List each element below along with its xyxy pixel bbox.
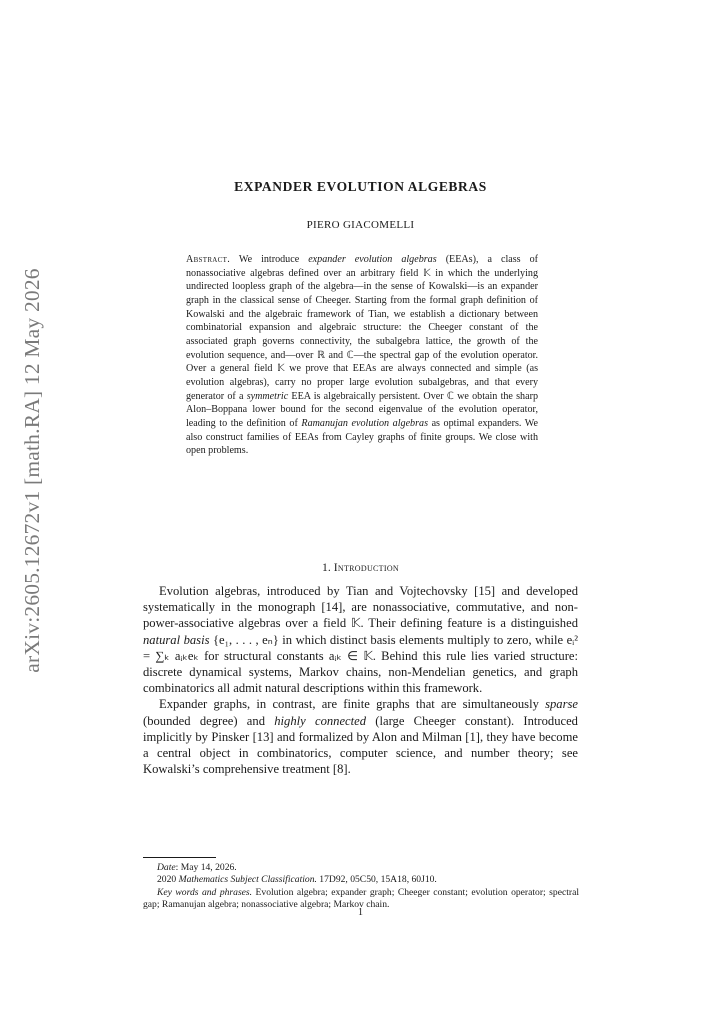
footnote-date-value: : May 14, 2026. xyxy=(175,862,237,873)
footnotes xyxy=(143,862,579,911)
abstract xyxy=(186,253,538,458)
abstract-text-3: EEA is algebraically persistent. Over ℂ we obtain the sharp Alon–Boppana lower bound for the second eigenvalue of the evolution operator, leading to the definition of xyxy=(186,390,538,429)
footnote-msc-prefix: 2020 xyxy=(157,874,177,886)
abstract-term-eea: expander evolution algebras xyxy=(308,254,437,265)
intro-p2-text-c: (large Cheeger constant). Introduced implicitly by Pinsker [13] and formalized by Alon and Milman [1], they have become a central object in combinatorics, computer science, and number theory; see Kowalski’s comprehensive treatment [8]. xyxy=(143,713,578,777)
footnote-msc-value: 17D92, 05C50, 15A18, 60J10. xyxy=(319,874,437,886)
section-number: 1. xyxy=(322,561,331,574)
paper-title: EXPANDER EVOLUTION ALGEBRAS xyxy=(234,179,487,194)
footnote-msc xyxy=(143,874,579,886)
footnote-date xyxy=(143,862,579,874)
section-heading-introduction xyxy=(0,561,721,574)
footnote-msc-label: Mathematics Subject Classification. xyxy=(178,874,317,886)
intro-paragraph-1 xyxy=(143,583,578,696)
arxiv-identifier-stamp xyxy=(4,267,60,673)
arxiv-identifier-text: arXiv:2605.12672v1 [math.RA] 12 May 2026 xyxy=(19,267,44,673)
intro-paragraph-2 xyxy=(143,696,578,777)
intro-p2-term-sparse: sparse xyxy=(545,697,578,712)
footnote-keywords-value: Evolution algebra; expander graph; Cheeger constant; evolution operator; spectral gap; Ramanujan algebra; nonassociative algebra; Markov chain. xyxy=(143,886,579,910)
page-number: 1 xyxy=(358,907,363,918)
footnote-keywords-label: Key words and phrases. xyxy=(157,886,253,898)
intro-p2-text-b: (bounded degree) and xyxy=(143,713,265,728)
section-title-text: Introduction xyxy=(333,561,399,574)
abstract-text-2: (EEAs), a class of nonassociative algebras defined over an arbitrary field 𝕂 in which the underlying undirected loopless graph of the algebra—in the sense of Kowalski—is an expander graph in the classical sense of Cheeger. Starting from the formal graph definition of Kowalski and the algebraic framework of Tian, we establish a dictionary between combinatorial expansion and algebraic structure: the Cheeger constant of the associated graph governs connectivity, the subalgebra lattice, the growth of the evolution sequence, and—over ℝ and ℂ—the spectral gap of the evolution operator. Over a general field 𝕂 we prove that EEAs are always connected and simple (as evolution algebras), carry no proper large evolution subalgebras, and that every generator of a xyxy=(186,254,539,402)
abstract-text-1: We introduce xyxy=(238,254,300,265)
intro-p2-term-highly-connected: highly connected xyxy=(274,713,367,728)
abstract-term-symmetric: symmetric xyxy=(246,390,289,402)
footnote-divider xyxy=(143,857,216,858)
intro-p2-text-a: Expander graphs, in contrast, are finite graphs that are simultaneously xyxy=(159,697,539,712)
author-name: PIERO GIACOMELLI xyxy=(306,219,415,231)
abstract-term-ramanujan: Ramanujan evolution algebras xyxy=(301,417,428,429)
intro-p1-text-b: {e₁, . . . , eₙ} in which distinct basis elements multiply to zero, while eᵢ² = ∑ₖ aᵢₖeₖ for structural constants aᵢₖ ∈ 𝕂. Behind this rule lies varied structure: discrete dynamical systems, Markov chains, non-Mendelian genetics, and graph combinatorics all admit natural descriptions within this framework. xyxy=(143,632,578,696)
intro-p1-text-a: Evolution algebras, introduced by Tian and Vojtechovsky [15] and developed systematically in the monograph [14], are nonassociative, commutative, and non-power-associative algebras over a field 𝕂. Their defining feature is a distinguished xyxy=(143,584,578,631)
intro-p1-term-natural-basis: natural basis xyxy=(143,632,210,647)
abstract-text-4: as optimal expanders. We also construct families of EEAs from Cayley graphs of finite groups. We close with open problems. xyxy=(186,417,538,457)
abstract-label: Abstract. xyxy=(186,254,231,265)
introduction-body xyxy=(143,583,578,777)
footnote-date-label: Date xyxy=(157,862,176,873)
